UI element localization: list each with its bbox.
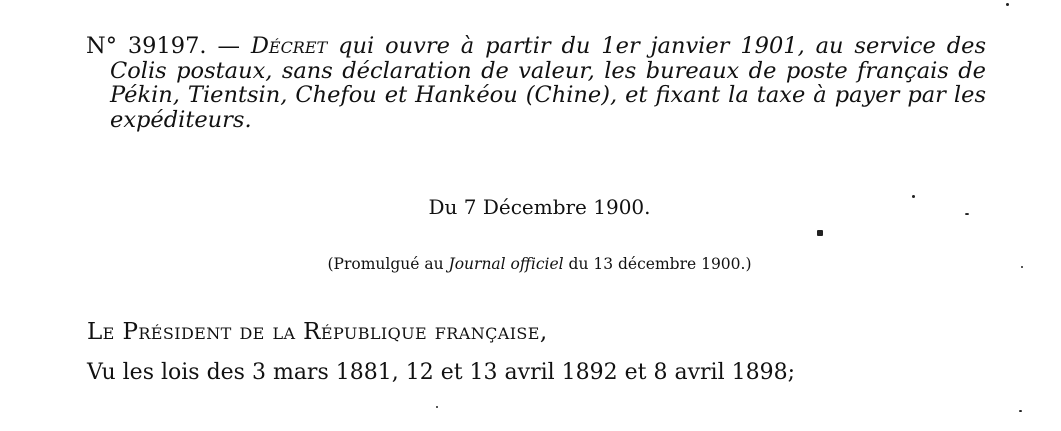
scan-speck — [1006, 3, 1009, 6]
heading-dash: — — [206, 33, 251, 59]
promulgation-note — [0, 254, 1061, 274]
decree-number: N° 39197. — [86, 33, 207, 59]
decree-title-keyword: Décret — [250, 33, 328, 59]
president-line: Le Président de la République française, — [87, 319, 548, 345]
scan-speck — [1021, 266, 1023, 268]
vu-line: Vu les lois des 3 mars 1881, 12 et 13 avril 1892 et 8 avril 1898; — [87, 360, 796, 385]
journal-name: Journal officiel — [448, 255, 564, 273]
scan-speck — [965, 213, 969, 215]
decree-date: Du 7 Décembre 1900. — [428, 195, 651, 219]
decree-title-text: qui ouvre à partir du 1er janvier 1901, au service des Colis postaux, sans déclaration de valeur, les bureaux de poste français de Pékin, Tientsin, Chefou et Hankéou (Chine), et fixant la taxe à payer par les expéditeurs. — [110, 33, 987, 133]
promulgation-prefix: (Promulgué au — [327, 255, 449, 273]
scan-speck — [912, 195, 915, 198]
scan-speck — [436, 406, 438, 408]
scan-speck — [1019, 410, 1022, 412]
decree-heading — [86, 34, 986, 132]
promulgation-suffix: du 13 décembre 1900.) — [563, 255, 752, 273]
scan-speck — [817, 230, 823, 236]
